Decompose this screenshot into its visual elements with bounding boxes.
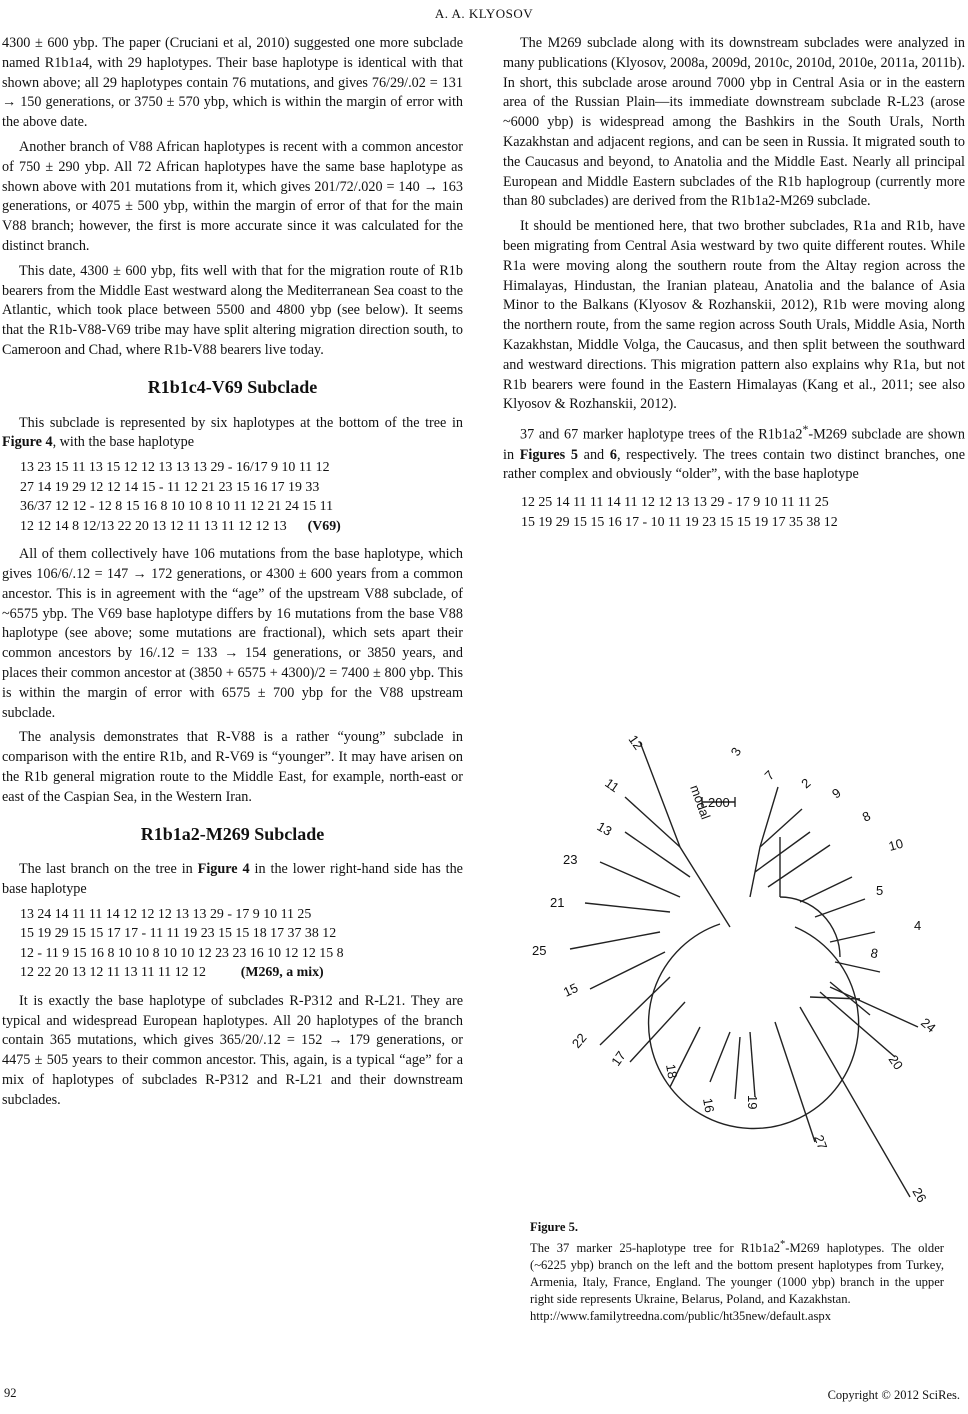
leaf-label: 7 [761, 767, 778, 784]
branch [625, 797, 680, 847]
branch [750, 787, 778, 897]
haplotype-line: 15 19 29 15 15 16 17 - 10 11 19 23 15 15 19 17 35 38 12 [521, 514, 838, 530]
haplotype-m269-older [521, 493, 965, 532]
haplotype-line: 13 24 14 11 11 14 12 12 12 13 13 29 - 17 9 10 11 25 [20, 906, 312, 922]
branch [800, 877, 852, 902]
left-column [2, 34, 463, 1116]
phylogenetic-tree [530, 727, 940, 1217]
leaf-label: 24 [918, 1014, 939, 1036]
haplotype-line: 13 23 15 11 13 15 12 12 13 13 13 29 - 16/17 9 10 11 12 [20, 460, 330, 476]
leaf-label: 11 [602, 775, 622, 796]
paragraph: The M269 subclade along with its downstream subclades were analyzed in many publications (Klyosov, 2008a, 2009d, 2010c, 2010d, 2010e, 2011a, 2011b). In short, this subclade arose around 7000 ybp in Central Asia or in the eastern area of the Russian Plain—its immediate downstream subclade R-L23 (arose ~6000 ybp) is widespread among the Bashkirs in the South Urals, North Kazakhstan and adjacent regions, and can be seen in Russia. It migrated south to the Caucasus and beyond, to Anatolia and the Middle East. Nearly all principal European and Middle Eastern subclades of the R1b haplogroup (currently more than 80 subclades) are derived from the R1b1a2-M269 subclade. [503, 35, 965, 210]
running-header: A. A. KLYOSOV [434, 6, 534, 21]
leaf-label: 2 [798, 775, 814, 792]
haplotype-m269 [20, 905, 463, 983]
text: The last branch on the tree in [19, 861, 198, 878]
paragraph: All of them collectively have 106 mutations from the base haplotype, which gives 106/6/.12 = 147 → 172 generations, or 4300 ± 600 years from a common ancestor. This is in agreement with the “age” of the upstream V88 subclade, of ~6575 ybp. The V69 base haplotype differs by 16 mutations from the base V88 haplotype (see above; some mutations are fractional), which sets apart their common ancestors by 16/.12 = 133 → 154 generations, or 3850 years, and places their common ancestor at (3850 + 6575 + 4300)/2 = 7400 ± 800 ybp. This is within the margin of error with 6575 ± 700 ybp for the V88 upstream subclade. [2, 546, 463, 721]
leaf-label: 10 [886, 835, 905, 854]
leaf-label: 26 [909, 1185, 930, 1206]
text: The older (~6225 ybp) branch on the left and the bottom present haplotypes from Turkey, Armenia, Italy, France, England. The younger (1000 ybp) branch in the upper right side represents Ukraine, Belarus, Poland, and Kazakhstan. [530, 1241, 944, 1307]
leaf-label: 15 [560, 980, 581, 1000]
leaf-label: 13 [594, 818, 615, 839]
branch [600, 862, 680, 897]
branch [640, 742, 730, 927]
text: , with the base haplotype [52, 434, 195, 451]
section-heading-v69: R1b1c4-V69 Subclade [147, 376, 318, 397]
leaf-label: 8 [869, 945, 880, 962]
text: -M269 haplotypes. [785, 1241, 885, 1256]
figure-reference: 6 [609, 446, 617, 463]
leaf-label: 12 [625, 732, 647, 753]
branch [710, 1032, 730, 1082]
branch [800, 1007, 910, 1197]
haplotype-tag: (V69) [307, 518, 341, 534]
haplotype-v69 [20, 458, 463, 536]
leaf-label: 19 [745, 1095, 760, 1110]
branch [625, 832, 690, 877]
haplotype-line: 12 22 20 13 12 11 13 11 11 12 12 [20, 965, 206, 981]
text: , respectively. The trees contain two distinct branches, one rather complex and obviously “older”, with the base haplotype [503, 446, 965, 483]
text: in the lower right-hand side has the base haplotype [2, 861, 463, 898]
text: This subclade is represented by six haplotypes at the bottom of the tree in [19, 414, 463, 431]
leaf-label: 16 [700, 1096, 718, 1114]
branch [775, 1022, 815, 1142]
branch [585, 903, 670, 912]
branch [820, 992, 895, 1057]
leaf-label: 5 [876, 883, 884, 898]
leaf-label: 21 [550, 895, 565, 910]
caption-url: http://www.familytreedna.com/public/ht35new/default.aspx [530, 1309, 832, 1324]
branch [630, 1002, 685, 1062]
branch [735, 1037, 740, 1099]
leaf-label: 8 [859, 808, 873, 825]
paragraph: It should be mentioned here, that two brother subclades, R1a and R1b, have been migrating from Central Asia westward by two quite different routes. While R1a were moving along the southern route from the Altay region across the Himalayas, Hindustan, the Iranian plateau, Anatolia and the balance of Asia Minor to the Balkans (Klyosov & Rozhanskii, 2012), R1b were moving along the northern route, from the same region across South Urals, Middle Asia, North Kazakhstan, Middle Volga, the Caucasus, and then split between the southward and westward directions. This migration pattern also explains why R1a, but not R1b bearers were found in the Eastern Himalayas (Kang et al., 2011; see also Klyosov & Rozhanskii, 2012). [503, 218, 965, 413]
figure-reference: Figure 4 [197, 861, 250, 878]
copyright-notice: Copyright © 2012 SciRes. [827, 1388, 960, 1402]
paragraph [2, 414, 463, 454]
haplotype-line: 27 14 19 29 12 12 14 15 - 11 12 21 23 15 16 17 19 33 [20, 479, 320, 495]
leaf-label: 20 [885, 1052, 907, 1073]
figure-reference: Figure 4 [2, 434, 53, 451]
paragraph [503, 420, 965, 485]
text: The 37 marker 25-haplotype tree for R1b1a2 [530, 1241, 781, 1256]
branch [768, 845, 830, 887]
leaf-label: 27 [811, 1132, 831, 1152]
haplotype-line: 12 12 14 8 12/13 22 20 13 12 11 13 11 12 12 13 [20, 518, 287, 534]
text: -M269 subclade are shown in [503, 426, 966, 463]
branch [830, 987, 918, 1027]
caption-title: Figure 5. [530, 1220, 579, 1234]
text: 37 and 67 marker haplotype trees of the R1b1a2 [520, 426, 803, 443]
leaf-label: 23 [563, 852, 578, 867]
leaf-label: 25 [532, 943, 547, 958]
text: and [577, 446, 610, 463]
paragraph: The analysis demonstrates that R-V88 is a rather “young” subclade in comparison with the entire R1b, and R-V69 is “younger”. It may have arisen on the R1b general migration route to the Middle East, for example, north-east or east of the Caspian Sea, in the Western Iran. [2, 729, 463, 805]
leaf-label: 22 [568, 1030, 590, 1051]
section-heading-m269: R1b1a2-M269 Subclade [140, 823, 325, 844]
haplotype-tag: (M269, a mix) [240, 965, 324, 981]
figure-reference: Figures 5 [519, 446, 578, 463]
branch [570, 932, 660, 949]
haplotype-line: 12 25 14 11 11 14 11 12 12 13 13 29 - 17 9 10 11 11 25 [521, 495, 829, 511]
figure-caption [530, 1219, 944, 1325]
leaf-label: 18 [663, 1062, 681, 1080]
haplotype-line: 36/37 12 12 - 12 8 15 16 8 10 10 8 10 11 12 21 24 15 11 [20, 499, 334, 515]
branch [590, 952, 665, 989]
paragraph: This date, 4300 ± 600 ybp, fits well with that for the migration route of R1b bearers from the Middle East westward along the Mediterranean Sea coast to the Atlantic, which took place between 5500 and 4800 ybp (see below). It seems that the R1b-V88-V69 tribe may have split altering migration direction south, to Cameroon and Chad, where R1b-V88 bearers live today. [2, 262, 463, 358]
paragraph: Another branch of V88 African haplotypes is recent with a common ancestor of 750 ± 290 ybp. All 72 African haplotypes have the same base haplotype as shown above with 201 mutations from it, which gives 201/72/.020 = 140 → 163 generations, or 4075 ± 500 ybp, within the margin of error of that for the main V88 branch; however, the first is more accurate since it was calculated for the distinct branch. [2, 138, 463, 254]
scale-label: 200 [708, 795, 730, 810]
leaf-label: 17 [608, 1048, 629, 1069]
page-number: 92 [4, 1386, 17, 1400]
modal-label: modal [687, 782, 714, 822]
caption-text [530, 1236, 944, 1308]
superscript: * [802, 422, 809, 437]
figure-5-tree [530, 727, 940, 1217]
branch [600, 977, 670, 1045]
paragraph [2, 860, 463, 900]
branch [750, 1032, 755, 1097]
leaf-label: 3 [727, 744, 745, 759]
haplotype-line: 15 19 29 15 15 17 17 - 11 11 19 23 15 15 18 17 37 38 12 [20, 926, 337, 942]
leaf-label: 4 [914, 918, 922, 933]
paragraph: It is exactly the base haplotype of subclades R-P312 and R-L21. They are typical and widespread European haplotypes. All 20 haplotypes of the branch contain 365 mutations, which gives 365/20/.12 = 152 → 179 generations, or 4475 ± 505 years to their common ancestor. This, again, is a typical “age” for a mix of haplotypes of subclades R-P312 and R-L21 and their downstream subclades. [2, 992, 463, 1108]
right-column [503, 34, 965, 541]
paragraph: 4300 ± 600 ybp. The paper (Cruciani et al, 2010) suggested one more subclade named R1b1a4, with 29 haplotypes. Their base haplotype is identical with that shown above; all 29 haplotypes contain 76 mutations, and gives 76/29/.02 = 131 → 150 generations, or 3750 ± 570 ybp, which is within the margin of error with the above date. [2, 35, 463, 131]
branch [815, 899, 865, 917]
superscript: * [780, 1239, 786, 1250]
haplotype-line: 12 - 11 9 15 16 8 10 10 8 10 10 12 23 23 16 10 12 12 15 8 [20, 945, 344, 961]
branch [780, 897, 840, 957]
leaf-label: 9 [829, 785, 844, 802]
